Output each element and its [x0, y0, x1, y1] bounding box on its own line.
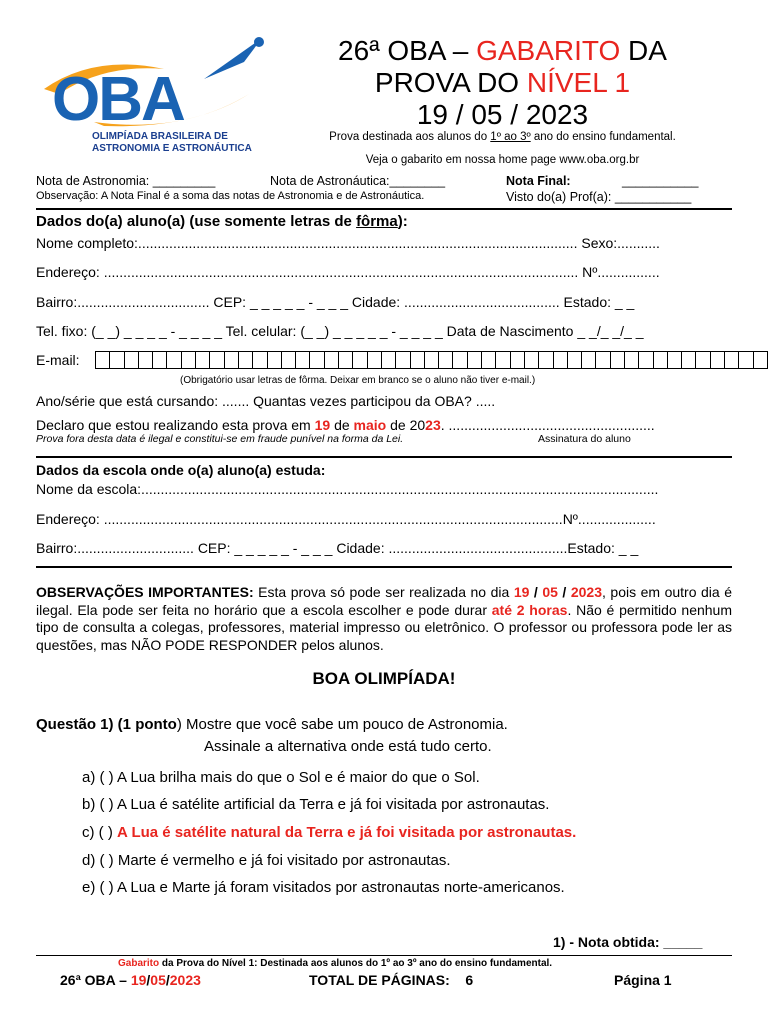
email-char-box[interactable] — [95, 351, 109, 369]
email-char-box[interactable] — [538, 351, 552, 369]
divider-2 — [36, 456, 732, 458]
field-bairro[interactable]: Bairro:.................................. CEP: _ _ _ _ _ - _ _ _ Cidade: ........................................ Estado: _ _ — [36, 294, 635, 310]
email-char-box[interactable] — [738, 351, 752, 369]
email-char-box[interactable] — [124, 351, 138, 369]
student-heading — [36, 213, 732, 230]
title-prova: PROVA DO — [374, 67, 520, 98]
title-gabarito: GABARITO — [476, 35, 621, 66]
obs-t1: Esta prova só pode ser realizada no dia — [253, 584, 514, 600]
student-heading-b: fôrma — [356, 213, 398, 230]
footer-d1: 19 — [130, 972, 147, 988]
email-char-box[interactable] — [381, 351, 395, 369]
email-char-box[interactable] — [352, 351, 366, 369]
email-char-box[interactable] — [152, 351, 166, 369]
email-char-box[interactable] — [438, 351, 452, 369]
declaro-a: Declaro que estou realizando esta prova em — [36, 417, 315, 433]
email-char-box[interactable] — [138, 351, 152, 369]
field-endereco-escola[interactable]: Endereço: ......................................................................................................................Nº.................... — [36, 511, 656, 527]
logo-subtitle-1: OLIMPÍADA BRASILEIRA DE — [92, 131, 228, 142]
email-char-box[interactable] — [624, 351, 638, 369]
header-info-b: 1º ao 3º — [490, 131, 531, 143]
obs-d2: 05 — [542, 584, 558, 600]
email-char-box[interactable] — [109, 351, 123, 369]
email-note: (Obrigatório usar letras de fôrma. Deixar em branco se o aluno não tiver e-mail.) — [180, 375, 536, 386]
email-char-box[interactable] — [424, 351, 438, 369]
email-char-box[interactable] — [367, 351, 381, 369]
observacoes — [36, 584, 732, 654]
email-char-box[interactable] — [567, 351, 581, 369]
title-suffix: DA — [628, 35, 667, 66]
boa-olimpiada: BOA OLIMPÍADA! — [312, 669, 456, 688]
email-char-box[interactable] — [224, 351, 238, 369]
footer-divider — [36, 955, 732, 956]
obs-s1: / — [529, 584, 543, 600]
observacao-nota: Observação: A Nota Final é a soma das notas de Astronomia e de Astronáutica. — [36, 190, 425, 202]
email-char-box[interactable] — [681, 351, 695, 369]
email-char-box[interactable] — [481, 351, 495, 369]
footer-total-paginas: TOTAL DE PÁGINAS: 6 — [309, 972, 474, 988]
title-nivel: NÍVEL 1 — [526, 67, 631, 98]
field-ano-serie[interactable]: Ano/série que está cursando: ....... Quantas vezes participou da OBA? ..... — [36, 393, 496, 409]
declaro-day: 19 — [314, 417, 331, 433]
email-label: E-mail: — [36, 352, 80, 368]
footer-year: 2023 — [169, 972, 201, 988]
footer-page-number: Página 1 — [614, 972, 672, 988]
declaro-b: de — [330, 417, 354, 433]
field-telefone[interactable]: Tel. fixo: (_ _) _ _ _ _ - _ _ _ _ Tel. celular: (_ _) _ _ _ _ _ - _ _ _ _ Data de Nascimento _ _/_ _/_ _ — [36, 323, 644, 339]
obs-d3: 2023 — [570, 584, 602, 600]
header-info-c: ano do ensino fundamental. — [530, 131, 676, 143]
footer-left — [60, 972, 201, 988]
email-char-box[interactable] — [309, 351, 323, 369]
school-heading: Dados da escola onde o(a) aluno(a) estuda: — [36, 462, 326, 478]
question-text-1: ) Mostre que você sabe um pouco de Astronomia. — [176, 716, 508, 733]
email-char-box[interactable] — [524, 351, 538, 369]
email-char-box[interactable] — [753, 351, 767, 369]
email-char-box[interactable] — [252, 351, 266, 369]
email-char-box[interactable] — [595, 351, 609, 369]
declaro-year: 23 — [425, 417, 441, 433]
obs-t2: , pois em outro dia é ilegal. Ela pode ser feita no horário que a escola escolher e pode durar — [36, 584, 732, 618]
footer-gab-red: Gabarito — [118, 958, 160, 969]
title-date: 19 / 05 / 2023 — [416, 99, 589, 130]
nota-obtida[interactable]: 1) - Nota obtida: _____ — [553, 934, 703, 950]
header-info-a: Prova destinada aos alunos do — [329, 131, 491, 143]
email-char-box[interactable] — [467, 351, 481, 369]
email-char-box[interactable] — [653, 351, 667, 369]
option-a[interactable]: a) ( ) A Lua brilha mais do que o Sol e é maior do que o Sol. — [82, 769, 480, 786]
question-label: Questão 1) (1 ponto — [36, 716, 177, 733]
divider-3 — [36, 566, 732, 568]
obs-label: OBSERVAÇÕES IMPORTANTES: — [36, 584, 254, 600]
nota-final-blank: ___________ — [622, 174, 699, 188]
email-char-box[interactable] — [166, 351, 180, 369]
fraude-warning: Prova fora desta data é ilegal e constitui-se em fraude punível na forma da Lei. — [36, 433, 404, 445]
field-nome-escola[interactable]: Nome da escola:..................................................................................................................................... — [36, 481, 659, 497]
email-char-box[interactable] — [724, 351, 738, 369]
footer-gabarito-note — [118, 958, 552, 969]
student-heading-c: ): — [397, 213, 408, 230]
divider-1 — [36, 208, 732, 210]
obs-d1: 19 — [513, 584, 530, 600]
nota-final-label: Nota Final: — [506, 174, 571, 188]
email-char-box[interactable] — [295, 351, 309, 369]
declaro-c: de 20 — [386, 417, 426, 433]
option-c-correct-answer: A Lua é satélite natural da Terra e já foi visitada por astronautas. — [117, 824, 577, 841]
field-bairro-escola[interactable]: Bairro:.............................. CEP: _ _ _ _ _ - _ _ _ Cidade: ..............................................Estado: _ _ — [36, 540, 639, 556]
title-prefix: 26ª OBA – — [338, 35, 469, 66]
email-input-boxes[interactable] — [95, 351, 768, 369]
email-char-box[interactable] — [209, 351, 223, 369]
option-c[interactable] — [82, 824, 576, 841]
field-endereco[interactable]: Endereço: .......................................................................................................................... Nº................ — [36, 264, 660, 280]
footer-s1: / — [146, 972, 151, 988]
student-heading-a: Dados do(a) aluno(a) (use somente letras de — [36, 213, 357, 230]
email-char-box[interactable] — [324, 351, 338, 369]
option-d[interactable]: d) ( ) Marte é vermelho e já foi visitado por astronautas. — [82, 852, 451, 869]
email-char-box[interactable] — [281, 351, 295, 369]
nota-astronautica: Nota de Astronáutica:________ — [270, 174, 446, 188]
declaracao — [36, 417, 732, 433]
obs-t3: . Não é permitido nenhum tipo de consulta a colegas, professores, material impresso ou eletrônico. O professor ou professora pode ler as questões, mas NÃO PODE RESPONDER pelos alunos. — [36, 601, 732, 653]
header-website: Veja o gabarito em nossa home page www.oba.org.br — [365, 154, 640, 166]
email-char-box[interactable] — [581, 351, 595, 369]
email-char-box[interactable] — [410, 351, 424, 369]
svg-text:OBA: OBA — [52, 65, 184, 134]
email-char-box[interactable] — [238, 351, 252, 369]
option-e[interactable]: e) ( ) A Lua e Marte já foram visitados por astronautas norte-americanos. — [82, 879, 565, 896]
footer-s2: / — [165, 972, 170, 988]
email-char-box[interactable] — [267, 351, 281, 369]
email-char-box[interactable] — [695, 351, 709, 369]
declaro-d: . ..................................................... — [440, 417, 655, 433]
email-char-box[interactable] — [338, 351, 352, 369]
email-char-box[interactable] — [181, 351, 195, 369]
email-char-box[interactable] — [195, 351, 209, 369]
title-line-2 — [300, 67, 705, 99]
title-line-1 — [300, 35, 705, 67]
footer-d2: 05 — [150, 972, 166, 988]
obs-duration: até 2 horas — [491, 601, 568, 618]
footer-gab-text: da Prova do Nível 1: Destinada aos alunos do 1º ao 3º ano do ensino fundamental. — [159, 958, 553, 969]
oba-logo — [34, 34, 274, 159]
question-1-subtitle: Assinale a alternativa onde está tudo certo. — [204, 738, 492, 755]
logo-subtitle-2: ASTRONOMIA E ASTRONÁUTICA — [92, 143, 252, 154]
footer-left-a: 26ª OBA – — [60, 972, 131, 988]
email-char-box[interactable] — [452, 351, 466, 369]
email-char-box[interactable] — [638, 351, 652, 369]
assinatura-label: Assinatura do aluno — [538, 433, 631, 445]
nota-astronomia: Nota de Astronomia: _________ — [36, 174, 216, 188]
option-b[interactable]: b) ( ) A Lua é satélite artificial da Terra e já foi visitada por astronautas. — [82, 796, 550, 813]
email-char-box[interactable] — [510, 351, 524, 369]
header-info — [300, 131, 705, 143]
visto-professor: Visto do(a) Prof(a): ___________ — [506, 190, 692, 204]
declaro-month: maio — [353, 417, 387, 433]
email-char-box[interactable] — [710, 351, 724, 369]
question-1-title — [36, 716, 508, 733]
email-char-box[interactable] — [395, 351, 409, 369]
email-char-box[interactable] — [610, 351, 624, 369]
email-char-box[interactable] — [495, 351, 509, 369]
email-char-box[interactable] — [553, 351, 567, 369]
obs-s2: / — [557, 584, 571, 600]
field-nome-completo[interactable]: Nome completo:................................................................................................................. Sexo:........... — [36, 235, 660, 251]
option-c-prefix: c) ( ) — [82, 824, 117, 841]
email-char-box[interactable] — [667, 351, 681, 369]
